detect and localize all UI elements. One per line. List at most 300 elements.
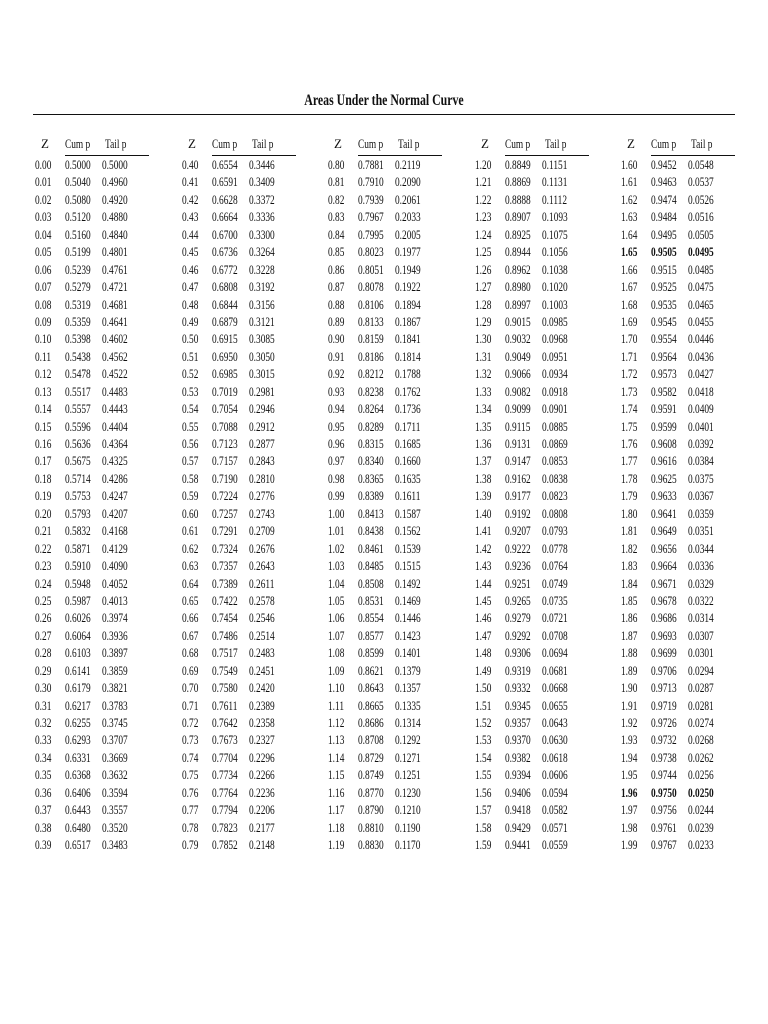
z-value: 1.15 — [328, 767, 345, 783]
z-value: 1.73 — [621, 383, 638, 399]
cum-p-value: 0.7157 — [212, 453, 238, 469]
z-value: 0.16 — [35, 436, 52, 451]
cum-p-value: 0.7019 — [212, 383, 238, 399]
cum-p-value: 0.5120 — [65, 209, 91, 225]
cum-p-value: 0.7704 — [212, 749, 238, 765]
z-value: 1.22 — [475, 191, 492, 207]
z-value: 0.74 — [182, 749, 199, 765]
tail-p-value: 0.0668 — [542, 680, 568, 696]
cum-p-value: 0.7764 — [212, 784, 238, 800]
z-value: 0.12 — [35, 366, 52, 382]
cum-p-value: 0.5675 — [65, 453, 91, 469]
z-value: 1.61 — [621, 174, 638, 190]
tail-p-value: 0.0262 — [688, 749, 714, 765]
cum-p-value: 0.9750 — [651, 784, 677, 800]
tail-p-value: 0.4761 — [102, 261, 128, 277]
cum-p-value: 0.5636 — [65, 436, 91, 451]
z-value: 1.11 — [328, 697, 345, 713]
z-value: 0.17 — [35, 453, 52, 469]
cum-p-value: 0.6255 — [65, 715, 91, 730]
z-value: 1.89 — [621, 662, 638, 678]
cum-p-value: 0.7088 — [212, 418, 238, 434]
cum-p-value: 0.8289 — [358, 418, 384, 434]
z-column-header: Z — [481, 136, 489, 151]
tail-p-value: 0.2912 — [249, 418, 275, 434]
tail-p-value: 0.2643 — [249, 558, 275, 574]
cum-p-value: 0.7910 — [358, 174, 384, 190]
z-value: 1.69 — [621, 313, 638, 329]
tail-p-value: 0.3264 — [249, 244, 275, 260]
cum-p-value: 0.6844 — [212, 296, 238, 312]
tail-p-value: 0.4801 — [102, 244, 128, 260]
tail-p-value: 0.4325 — [102, 453, 128, 469]
tail-p-value: 0.1357 — [395, 680, 421, 696]
tail-p-value: 0.0281 — [688, 697, 714, 713]
tail-p-value: 0.2119 — [395, 157, 421, 172]
tail-p-value: 0.3050 — [249, 348, 275, 364]
z-value: 1.93 — [621, 732, 638, 748]
z-value: 0.32 — [35, 715, 52, 730]
cum-p-value: 0.9292 — [505, 627, 531, 643]
tail-p-value: 0.0655 — [542, 697, 568, 713]
page-title: Areas Under the Normal Curve — [304, 92, 464, 109]
z-value: 1.07 — [328, 627, 345, 643]
z-value: 1.19 — [328, 837, 345, 853]
tail-p-value: 0.3372 — [249, 191, 275, 207]
z-value: 1.65 — [621, 244, 638, 260]
cum-p-value: 0.7291 — [212, 523, 238, 539]
cum-p-value: 0.7123 — [212, 436, 238, 451]
cum-p-value: 0.6368 — [65, 767, 91, 783]
z-value: 1.52 — [475, 715, 492, 730]
cum-p-value: 0.9664 — [651, 558, 677, 574]
cum-p-value: 0.9306 — [505, 645, 531, 661]
cum-p-value: 0.8365 — [358, 470, 384, 486]
z-value: 0.00 — [35, 157, 52, 172]
cum-p-value: 0.9599 — [651, 418, 677, 434]
tail-p-value: 0.1251 — [395, 767, 421, 783]
tail-p-value: 0.3594 — [102, 784, 128, 800]
z-value: 0.37 — [35, 802, 52, 818]
tail-p-value: 0.0359 — [688, 505, 714, 521]
tail-p-value: 0.1515 — [395, 558, 421, 574]
z-value: 1.13 — [328, 732, 345, 748]
z-value: 1.58 — [475, 819, 492, 835]
cum-p-value: 0.5080 — [65, 191, 91, 207]
cum-p-value: 0.7486 — [212, 627, 238, 643]
tail-p-value: 0.4207 — [102, 505, 128, 521]
cum-p-value: 0.9474 — [651, 191, 677, 207]
z-value: 0.89 — [328, 313, 345, 329]
tail-p-value: 0.1841 — [395, 331, 421, 347]
tail-p-value: 0.0301 — [688, 645, 714, 661]
cum-p-value: 0.9131 — [505, 436, 531, 451]
tail-p-value: 0.0485 — [688, 261, 714, 277]
cum-p-value: 0.8413 — [358, 505, 384, 521]
cum-p-value: 0.9463 — [651, 174, 677, 190]
z-value: 1.04 — [328, 575, 345, 591]
cum-p-value: 0.9515 — [651, 261, 677, 277]
z-value: 1.33 — [475, 383, 492, 399]
z-value: 0.44 — [182, 226, 199, 242]
z-value: 0.42 — [182, 191, 199, 207]
z-value: 1.00 — [328, 505, 345, 521]
z-value: 0.93 — [328, 383, 345, 399]
tail-p-value: 0.3300 — [249, 226, 275, 242]
z-value: 1.96 — [621, 784, 638, 800]
tail-p-value: 0.0606 — [542, 767, 568, 783]
tail-p-value: 0.0322 — [688, 592, 714, 608]
cum-p-value: 0.9332 — [505, 680, 531, 696]
cum-p-value: 0.9767 — [651, 837, 677, 853]
z-value: 1.98 — [621, 819, 638, 835]
z-value: 1.09 — [328, 662, 345, 678]
tail-p-value: 0.2981 — [249, 383, 275, 399]
cum-p-value: 0.8830 — [358, 837, 384, 853]
cum-p-value: 0.9761 — [651, 819, 677, 835]
cum-p-value: 0.8599 — [358, 645, 384, 661]
tail-p-value: 0.2743 — [249, 505, 275, 521]
tail-p-value: 0.2843 — [249, 453, 275, 469]
z-value: 0.61 — [182, 523, 199, 539]
cum-p-value: 0.9564 — [651, 348, 677, 364]
z-value: 0.97 — [328, 453, 345, 469]
cum-p-value: 0.9732 — [651, 732, 677, 748]
cum-p-value: 0.6293 — [65, 732, 91, 748]
tail-p-value: 0.1075 — [542, 226, 568, 242]
z-value: 0.59 — [182, 488, 199, 504]
tail-p-value: 0.2236 — [249, 784, 275, 800]
cum-p-value: 0.8264 — [358, 401, 384, 417]
tail-p-value: 0.4404 — [102, 418, 128, 434]
z-value: 1.81 — [621, 523, 638, 539]
cum-p-column-header: Cum p — [505, 136, 531, 151]
cum-p-value: 0.9319 — [505, 662, 531, 678]
tail-p-value: 0.4920 — [102, 191, 128, 207]
tail-p-value: 0.0793 — [542, 523, 568, 539]
z-value: 0.88 — [328, 296, 345, 312]
cum-p-value: 0.9082 — [505, 383, 531, 399]
tail-p-value: 0.0869 — [542, 436, 568, 451]
cum-p-value: 0.5793 — [65, 505, 91, 521]
z-value: 0.49 — [182, 313, 199, 329]
z-value: 0.09 — [35, 313, 52, 329]
z-value: 0.35 — [35, 767, 52, 783]
tail-p-value: 0.0838 — [542, 470, 568, 486]
tail-p-value: 0.3015 — [249, 366, 275, 382]
z-value: 0.64 — [182, 575, 199, 591]
z-column-header: Z — [41, 136, 49, 151]
z-value: 0.94 — [328, 401, 345, 417]
z-value: 1.63 — [621, 209, 638, 225]
tail-p-value: 0.3156 — [249, 296, 275, 312]
cum-p-value: 0.9505 — [651, 244, 677, 260]
z-value: 1.54 — [475, 749, 492, 765]
tail-p-value: 0.3228 — [249, 261, 275, 277]
tail-p-value: 0.2296 — [249, 749, 275, 765]
cum-p-value: 0.9192 — [505, 505, 531, 521]
cum-p-value: 0.7995 — [358, 226, 384, 242]
tail-p-value: 0.2090 — [395, 174, 421, 190]
z-value: 0.99 — [328, 488, 345, 504]
z-value: 0.48 — [182, 296, 199, 312]
cum-p-value: 0.8389 — [358, 488, 384, 504]
tail-p-value: 0.1660 — [395, 453, 421, 469]
tail-p-value: 0.0384 — [688, 453, 714, 469]
z-value: 0.90 — [328, 331, 345, 347]
tail-p-value: 0.1379 — [395, 662, 421, 678]
cum-p-value: 0.8643 — [358, 680, 384, 696]
z-value: 0.76 — [182, 784, 199, 800]
cum-p-value: 0.8790 — [358, 802, 384, 818]
cum-p-value: 0.9441 — [505, 837, 531, 853]
tail-p-value: 0.0537 — [688, 174, 714, 190]
cum-p-value: 0.6026 — [65, 610, 91, 626]
tail-p-value: 0.0721 — [542, 610, 568, 626]
tail-p-value: 0.0548 — [688, 157, 714, 172]
cum-p-value: 0.9738 — [651, 749, 677, 765]
cum-p-value: 0.9418 — [505, 802, 531, 818]
tail-p-value: 0.1949 — [395, 261, 421, 277]
cum-p-value: 0.7734 — [212, 767, 238, 783]
tail-p-value: 0.2061 — [395, 191, 421, 207]
cum-p-value: 0.5910 — [65, 558, 91, 574]
z-value: 0.75 — [182, 767, 199, 783]
tail-p-value: 0.0968 — [542, 331, 568, 347]
cum-p-value: 0.8315 — [358, 436, 384, 451]
z-value: 0.28 — [35, 645, 52, 661]
tail-p-value: 0.0559 — [542, 837, 568, 853]
cum-p-value: 0.5557 — [65, 401, 91, 417]
tail-p-value: 0.0618 — [542, 749, 568, 765]
cum-p-value: 0.9429 — [505, 819, 531, 835]
cum-p-value: 0.8485 — [358, 558, 384, 574]
z-value: 0.43 — [182, 209, 199, 225]
cum-p-value: 0.8770 — [358, 784, 384, 800]
z-value: 0.65 — [182, 592, 199, 608]
tail-p-value: 0.1151 — [542, 157, 568, 172]
z-value: 0.77 — [182, 802, 199, 818]
cum-p-value: 0.7881 — [358, 157, 384, 172]
z-value: 1.16 — [328, 784, 345, 800]
cum-p-value: 0.8708 — [358, 732, 384, 748]
tail-p-value: 0.4286 — [102, 470, 128, 486]
tail-p-value: 0.4602 — [102, 331, 128, 347]
z-value: 1.40 — [475, 505, 492, 521]
cum-p-column-header: Cum p — [651, 136, 677, 151]
tail-p-value: 0.0455 — [688, 313, 714, 329]
cum-p-value: 0.7549 — [212, 662, 238, 678]
z-value: 0.53 — [182, 383, 199, 399]
z-value: 1.90 — [621, 680, 638, 696]
cum-p-value: 0.5596 — [65, 418, 91, 434]
cum-p-value: 0.9525 — [651, 279, 677, 295]
cum-p-value: 0.8925 — [505, 226, 531, 242]
z-value: 0.84 — [328, 226, 345, 242]
tail-p-value: 0.2033 — [395, 209, 421, 225]
tail-p-value: 0.1314 — [395, 715, 421, 730]
z-value: 0.51 — [182, 348, 199, 364]
tail-p-value: 0.2266 — [249, 767, 275, 783]
tail-p-value: 0.0571 — [542, 819, 568, 835]
z-value: 0.56 — [182, 436, 199, 451]
z-value: 0.91 — [328, 348, 345, 364]
tail-p-value: 0.3707 — [102, 732, 128, 748]
z-value: 0.60 — [182, 505, 199, 521]
tail-p-value: 0.0643 — [542, 715, 568, 730]
z-value: 0.63 — [182, 558, 199, 574]
cum-p-value: 0.7939 — [358, 191, 384, 207]
tail-p-value: 0.1611 — [395, 488, 421, 504]
z-value: 1.59 — [475, 837, 492, 853]
z-value: 1.99 — [621, 837, 638, 853]
z-value: 1.57 — [475, 802, 492, 818]
tail-p-value: 0.3557 — [102, 802, 128, 818]
cum-p-value: 0.6331 — [65, 749, 91, 765]
z-value: 1.48 — [475, 645, 492, 661]
cum-p-value: 0.9545 — [651, 313, 677, 329]
tail-p-value: 0.4052 — [102, 575, 128, 591]
z-value: 1.06 — [328, 610, 345, 626]
cum-p-value: 0.9719 — [651, 697, 677, 713]
z-value: 1.71 — [621, 348, 638, 364]
tail-p-value: 0.0344 — [688, 540, 714, 556]
cum-p-value: 0.6879 — [212, 313, 238, 329]
z-value: 1.79 — [621, 488, 638, 504]
tail-p-value: 0.0735 — [542, 592, 568, 608]
cum-p-value: 0.9032 — [505, 331, 531, 347]
tail-p-value: 0.0314 — [688, 610, 714, 626]
cum-p-value: 0.6591 — [212, 174, 238, 190]
tail-p-value: 0.3192 — [249, 279, 275, 295]
z-value: 0.03 — [35, 209, 52, 225]
cum-p-value: 0.6915 — [212, 331, 238, 347]
z-value: 1.68 — [621, 296, 638, 312]
z-value: 1.20 — [475, 157, 492, 172]
tail-p-value: 0.3669 — [102, 749, 128, 765]
tail-p-value: 0.2946 — [249, 401, 275, 417]
cum-p-value: 0.5871 — [65, 540, 91, 556]
cum-p-value: 0.8078 — [358, 279, 384, 295]
tail-p-value: 0.0256 — [688, 767, 714, 783]
z-value: 0.41 — [182, 174, 199, 190]
z-value: 1.51 — [475, 697, 492, 713]
z-value: 1.60 — [621, 157, 638, 172]
tail-p-value: 0.1539 — [395, 540, 421, 556]
z-value: 0.70 — [182, 680, 199, 696]
z-value: 0.11 — [35, 348, 52, 364]
tail-p-value: 0.4641 — [102, 313, 128, 329]
z-value: 1.38 — [475, 470, 492, 486]
z-value: 1.84 — [621, 575, 638, 591]
z-value: 0.72 — [182, 715, 199, 730]
cum-p-value: 0.9370 — [505, 732, 531, 748]
cum-p-value: 0.9582 — [651, 383, 677, 399]
tail-p-value: 0.4721 — [102, 279, 128, 295]
cum-p-value: 0.6700 — [212, 226, 238, 242]
z-value: 0.27 — [35, 627, 52, 643]
cum-p-value: 0.9641 — [651, 505, 677, 521]
tail-p-value: 0.2611 — [249, 575, 275, 591]
z-value: 1.78 — [621, 470, 638, 486]
tail-p-value: 0.1762 — [395, 383, 421, 399]
z-value: 1.42 — [475, 540, 492, 556]
tail-p-column-header: Tail p — [105, 136, 127, 151]
cum-p-value: 0.9099 — [505, 401, 531, 417]
z-value: 1.77 — [621, 453, 638, 469]
z-value: 0.87 — [328, 279, 345, 295]
tail-p-value: 0.0505 — [688, 226, 714, 242]
tail-p-value: 0.4443 — [102, 401, 128, 417]
z-value: 0.22 — [35, 540, 52, 556]
z-value: 0.02 — [35, 191, 52, 207]
z-value: 1.14 — [328, 749, 345, 765]
cum-p-value: 0.9554 — [651, 331, 677, 347]
tail-p-value: 0.0287 — [688, 680, 714, 696]
z-value: 0.71 — [182, 697, 199, 713]
z-value: 0.40 — [182, 157, 199, 172]
tail-p-value: 0.2358 — [249, 715, 275, 730]
tail-p-column-header: Tail p — [398, 136, 420, 151]
cum-p-value: 0.8749 — [358, 767, 384, 783]
cum-p-value: 0.6554 — [212, 157, 238, 172]
z-value: 0.29 — [35, 662, 52, 678]
z-value: 0.86 — [328, 261, 345, 277]
z-value: 0.68 — [182, 645, 199, 661]
tail-p-value: 0.0808 — [542, 505, 568, 521]
cum-p-value: 0.9394 — [505, 767, 531, 783]
cum-p-column-header: Cum p — [65, 136, 91, 151]
z-value: 0.98 — [328, 470, 345, 486]
cum-p-value: 0.7852 — [212, 837, 238, 853]
tail-p-value: 0.1685 — [395, 436, 421, 451]
z-value: 0.21 — [35, 523, 52, 539]
cum-p-value: 0.6808 — [212, 279, 238, 295]
cum-p-value: 0.5987 — [65, 592, 91, 608]
tail-p-value: 0.1711 — [395, 418, 421, 434]
z-value: 1.46 — [475, 610, 492, 626]
z-value: 0.52 — [182, 366, 199, 382]
tail-p-value: 0.2546 — [249, 610, 275, 626]
cum-p-value: 0.6480 — [65, 819, 91, 835]
tail-p-value: 0.1423 — [395, 627, 421, 643]
cum-p-value: 0.8554 — [358, 610, 384, 626]
tail-p-value: 0.0708 — [542, 627, 568, 643]
tail-p-value: 0.2810 — [249, 470, 275, 486]
z-column-header: Z — [188, 136, 196, 151]
z-value: 1.35 — [475, 418, 492, 434]
cum-p-value: 0.6064 — [65, 627, 91, 643]
z-column-header: Z — [334, 136, 342, 151]
tail-p-value: 0.4013 — [102, 592, 128, 608]
tail-p-value: 0.4090 — [102, 558, 128, 574]
z-value: 1.39 — [475, 488, 492, 504]
tail-p-column-header: Tail p — [252, 136, 274, 151]
tail-p-value: 0.0375 — [688, 470, 714, 486]
tail-p-value: 0.0274 — [688, 715, 714, 730]
tail-p-value: 0.2709 — [249, 523, 275, 539]
tail-p-value: 0.1093 — [542, 209, 568, 225]
tail-p-value: 0.0409 — [688, 401, 714, 417]
z-value: 1.47 — [475, 627, 492, 643]
z-value: 1.08 — [328, 645, 345, 661]
tail-p-value: 0.0885 — [542, 418, 568, 434]
cum-p-value: 0.9656 — [651, 540, 677, 556]
tail-p-value: 0.2177 — [249, 819, 275, 835]
tail-p-value: 0.2578 — [249, 592, 275, 608]
cum-p-value: 0.6517 — [65, 837, 91, 853]
z-value: 1.56 — [475, 784, 492, 800]
